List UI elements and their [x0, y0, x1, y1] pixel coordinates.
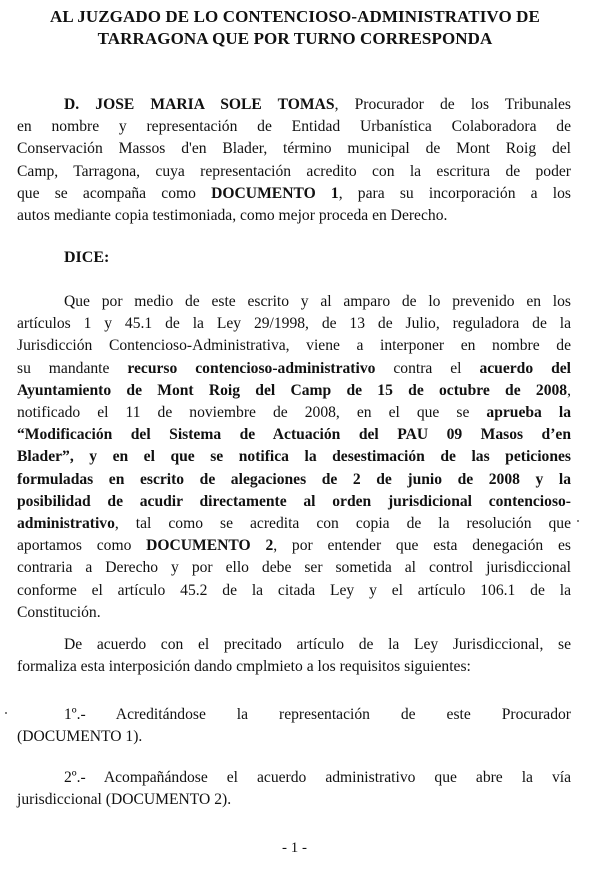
text-run: , — [567, 381, 571, 399]
text-run: administrativo — [17, 515, 115, 533]
text-line: contraria a Derecho y por ello debe ser sometida al control jurisdiccional — [17, 559, 571, 577]
text-run: aportamos como — [17, 537, 147, 555]
page-number: - 1 - — [282, 840, 307, 856]
text-run: acuerdo del — [479, 359, 571, 377]
scan-speck — [577, 520, 579, 522]
text-line: 2º.- Acompañándose el acuerdo administrativo que abre la vía — [64, 769, 571, 786]
text-line: (DOCUMENTO 1). — [17, 728, 143, 746]
text-run: “Modificación del Sistema de Actuación del PAU 09 Masos d’en — [17, 426, 571, 444]
text-line — [17, 358, 571, 380]
scan-speck — [5, 712, 7, 714]
text-line: jurisdiccional (DOCUMENTO 2). — [17, 791, 232, 809]
text-run: formuladas en escrito de alegaciones de 2 de junio de 2008 y la — [17, 470, 571, 488]
text-line — [17, 491, 571, 513]
text-line: Conservación Massos d'en Blader, término municipal de Mont Roig del — [17, 140, 571, 158]
text-line: Camp, Tarragona, cuya representación acredito con la escritura de poder — [17, 162, 571, 180]
heading-line-1: AL JUZGADO DE LO CONTENCIOSO-ADMINISTRATIVO DE — [50, 7, 540, 26]
text-run: , por entender que esta denegación es — [273, 537, 571, 555]
text-line — [17, 424, 571, 446]
text-line: conforme el artículo 45.2 de la citada Ley y el artículo 106.1 de la — [17, 581, 571, 599]
text-run: posibilidad de acudir directamente al orden jurisdicional contencioso- — [17, 492, 571, 510]
text-line — [17, 402, 571, 424]
text-line: autos mediante copia testimoniada, como mejor proceda en Derecho. — [17, 207, 448, 225]
document-ref: DOCUMENTO 1 — [211, 184, 339, 202]
text-line — [17, 469, 571, 491]
text-line: artículos 1 y 45.1 de la Ley 29/1998, de 13 de Julio, reguladora de la — [17, 315, 571, 333]
precitado-paragraph — [17, 634, 571, 678]
text-line — [17, 535, 571, 557]
text-line: Constitución. — [17, 603, 101, 621]
text-line — [17, 183, 571, 205]
text-run: su mandante — [17, 359, 128, 377]
heading-line-2: TARRAGONA QUE POR TURNO CORRESPONDA — [97, 29, 493, 48]
dice-heading: DICE: — [64, 249, 110, 266]
text-run: contra el — [375, 359, 480, 377]
text-line — [17, 513, 571, 535]
text-line: en nombre y representación de Entidad Urbanística Colaboradora de — [17, 118, 571, 136]
body-paragraph — [17, 291, 571, 624]
text-run: aprueba la — [486, 404, 571, 422]
text-line: 1º.- Acreditándose la representación de este Procurador — [64, 706, 571, 723]
text-line — [17, 94, 571, 116]
text-run: que se acompaña como — [17, 184, 212, 202]
text-line: Jurisdicción Contencioso-Administrativa, viene a interponer en nombre de — [17, 337, 571, 355]
text-run: , para su incorporación a los — [338, 184, 571, 202]
text-line: formaliza esta interposición dando cmplmieto a los requisitos siguientes: — [17, 658, 471, 676]
text-run: recurso contencioso-administrativo — [127, 359, 376, 377]
procurador-name: D. JOSE MARIA SOLE TOMAS — [64, 96, 335, 113]
text-line: Que por medio de este escrito y al amparo de lo prevenido en los — [64, 293, 571, 310]
text-line: De acuerdo con el precitado artículo de la Ley Jurisdiccional, se — [64, 636, 571, 653]
document-ref: DOCUMENTO 2 — [146, 537, 274, 555]
intro-paragraph — [17, 94, 571, 227]
text-run: Ayuntamiento de Mont Roig del Camp de 15 de octubre de 2008 — [17, 381, 568, 399]
text-run: Blader”, y en el que se notifica la desestimación de las peticiones — [17, 448, 571, 466]
text-line — [17, 380, 571, 402]
text-line — [17, 446, 571, 468]
text-run: notificado el 11 de noviembre de 2008, en el que se — [17, 404, 487, 422]
text-run: , Procurador de los Tribunales — [334, 96, 572, 113]
requirement-2 — [17, 767, 571, 811]
requirement-1 — [17, 704, 571, 748]
text-run: , tal como se acredita con copia de la resolución que — [114, 515, 571, 533]
